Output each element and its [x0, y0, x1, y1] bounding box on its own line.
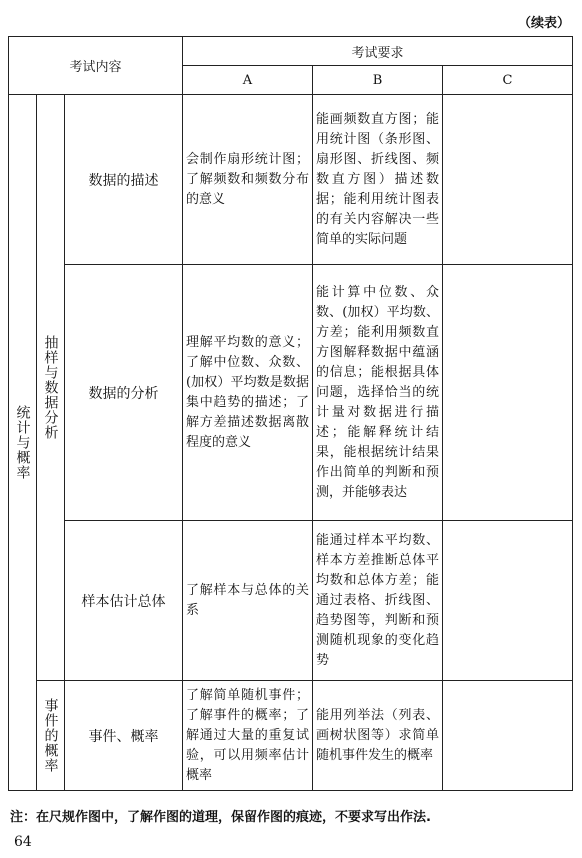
group-label: 事件的概率	[42, 698, 59, 773]
header-content: 考试内容	[9, 37, 183, 95]
requirement-a: 了解样本与总体的关系	[183, 521, 313, 681]
requirement-c	[443, 95, 573, 265]
content-cell: 事件、概率	[65, 681, 183, 791]
table-row	[9, 95, 573, 265]
exam-requirements-table	[8, 36, 573, 791]
header-col-b: B	[313, 66, 443, 95]
requirement-c	[443, 521, 573, 681]
group-label: 抽样与数据分析	[42, 335, 59, 440]
requirement-a: 了解简单随机事件；了解事件的概率；了解通过大量的重复试验，可以用频率估计概率	[183, 681, 313, 791]
requirement-c	[443, 265, 573, 521]
category-cell	[9, 95, 37, 791]
content-cell: 数据的分析	[65, 265, 183, 521]
table-row	[9, 265, 573, 521]
header-col-a: A	[183, 66, 313, 95]
table-row	[9, 521, 573, 681]
requirement-b: 能计算中位数、众数、(加权）平均数、方差；能利用频数直方图解释数据中蕴涵的信息；能根据具体问题，选择恰当的统计量对数据进行描述；能解释统计结果，能根据统计结果作出简单的判断和预测，并能够表达	[313, 265, 443, 521]
footnote: 注：在尺规作图中，了解作图的道理，保留作图的痕迹，不要求写出作法.	[10, 810, 431, 825]
continued-label: （续表）	[517, 16, 570, 31]
group-cell	[37, 681, 65, 791]
content-cell: 样本估计总体	[65, 521, 183, 681]
header-col-c: C	[443, 66, 573, 95]
header-requirements: 考试要求	[183, 37, 573, 66]
requirement-b: 能画频数直方图；能用统计图（条形图、扇形图、折线图、频数直方图）描述数据；能利用统计图表的有关内容解决一些简单的实际问题	[313, 95, 443, 265]
requirement-a: 会制作扇形统计图；了解频数和频数分布的意义	[183, 95, 313, 265]
page-number: 64	[14, 834, 32, 850]
table-row	[9, 681, 573, 791]
requirement-b: 能用列举法（列表、画树状图等）求简单随机事件发生的概率	[313, 681, 443, 791]
requirement-b: 能通过样本平均数、样本方差推断总体平均数和总体方差；能通过表格、折线图、趋势图等，判断和预测随机现象的变化趋势	[313, 521, 443, 681]
content-cell: 数据的描述	[65, 95, 183, 265]
requirement-a: 理解平均数的意义；了解中位数、众数、(加权）平均数是数据集中趋势的描述；了解方差描述数据离散程度的意义	[183, 265, 313, 521]
category-label: 统计与概率	[14, 405, 31, 480]
requirement-c	[443, 681, 573, 791]
group-cell	[37, 95, 65, 681]
